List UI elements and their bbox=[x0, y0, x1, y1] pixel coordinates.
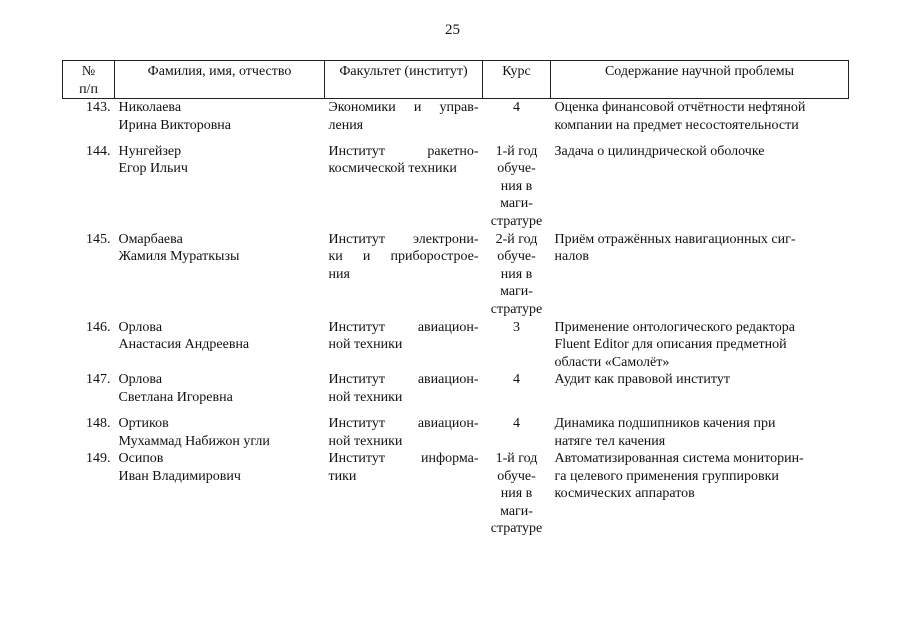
faculty-word: и bbox=[362, 249, 371, 264]
research-problem-line: Приём отражённых навигационных сиг- bbox=[554, 231, 796, 247]
faculty-word: ной техники bbox=[328, 337, 403, 352]
course-line: маги- bbox=[500, 284, 533, 299]
course-line: 4 bbox=[513, 416, 520, 431]
faculty-line bbox=[329, 415, 479, 433]
faculty-word: авиацион- bbox=[417, 416, 479, 431]
student-name-line: Нунгейзер bbox=[118, 143, 182, 159]
course-line: ния в bbox=[500, 266, 533, 282]
row-number: 143. bbox=[86, 100, 111, 115]
research-problem bbox=[551, 415, 849, 450]
table-header-row bbox=[63, 61, 849, 99]
faculty-word: тики bbox=[328, 468, 357, 484]
research-problem-line: налов bbox=[554, 249, 589, 264]
row-number: 149. bbox=[86, 451, 111, 466]
faculty-word: ния bbox=[328, 266, 350, 282]
student-name-line: Егор Ильич bbox=[118, 161, 188, 176]
student-name-line: Николаева bbox=[118, 100, 182, 115]
student-name bbox=[115, 415, 325, 450]
header-problem: Содержание научной проблемы bbox=[551, 61, 849, 99]
student-name bbox=[115, 99, 325, 143]
course-line: обуче- bbox=[497, 161, 536, 176]
research-problem-line: Применение онтологического редактора bbox=[554, 319, 795, 335]
student-name-line: Орлова bbox=[118, 319, 163, 335]
student-name-line: Ортиков bbox=[118, 416, 169, 431]
faculty-word: ной техники bbox=[328, 389, 403, 405]
header-num-line-2: п/п bbox=[79, 81, 98, 97]
faculty-line bbox=[329, 433, 479, 451]
faculty-line bbox=[329, 231, 479, 249]
course bbox=[483, 450, 551, 540]
faculty-word: и bbox=[413, 100, 422, 115]
row-number: 148. bbox=[86, 416, 111, 431]
header-name: Фамилия, имя, отчество bbox=[115, 61, 325, 99]
research-problem-line: Аудит как правовой институт bbox=[554, 372, 730, 387]
student-name bbox=[115, 450, 325, 540]
faculty bbox=[325, 143, 483, 231]
faculty-line bbox=[329, 336, 479, 354]
course-line: стратуре bbox=[490, 213, 543, 229]
faculty-word: Институт bbox=[328, 451, 385, 466]
student-name-line: Омарбаева bbox=[118, 231, 183, 247]
table-row bbox=[63, 450, 849, 540]
course-line: 2-й год bbox=[495, 231, 538, 247]
research-problem bbox=[551, 319, 849, 372]
course-line: 1-й год bbox=[495, 451, 538, 466]
student-name-line: Анастасия Андреевна bbox=[118, 337, 250, 352]
row-number: 146. bbox=[86, 319, 111, 335]
research-problem-line: компании на предмет несостоятельности bbox=[554, 117, 799, 133]
course-line: обуче- bbox=[497, 249, 536, 264]
course-line: обуче- bbox=[497, 468, 536, 484]
research-problem-line: натяге тел качения bbox=[554, 433, 666, 449]
course-line: 4 bbox=[513, 100, 520, 115]
course-line: стратуре bbox=[490, 301, 543, 317]
faculty-word: ракетно- bbox=[427, 143, 479, 159]
research-problem-line: Динамика подшипников качения при bbox=[554, 416, 776, 431]
course-line: 4 bbox=[513, 372, 520, 387]
faculty-word: ления bbox=[328, 117, 364, 133]
row-number: 144. bbox=[86, 143, 111, 159]
research-problem-line: га целевого применения группировки bbox=[554, 468, 779, 484]
student-name-line: Светлана Игоревна bbox=[118, 389, 233, 405]
student-name-line: Мухаммад Набижон угли bbox=[118, 433, 270, 449]
student-name bbox=[115, 371, 325, 415]
faculty-line bbox=[329, 99, 479, 117]
table-row bbox=[63, 319, 849, 372]
student-name-line: Ирина Викторовна bbox=[118, 117, 232, 133]
course bbox=[483, 319, 551, 372]
faculty-word: приборострое- bbox=[390, 249, 479, 264]
faculty-word: Институт bbox=[328, 416, 385, 431]
header-course: Курс bbox=[483, 61, 551, 99]
table-row bbox=[63, 371, 849, 415]
research-problem-line: Оценка финансовой отчётности нефтяной bbox=[554, 100, 806, 115]
faculty-line bbox=[329, 143, 479, 161]
page-number: 25 bbox=[445, 22, 460, 38]
faculty-word: авиацион- bbox=[417, 319, 479, 335]
course bbox=[483, 99, 551, 143]
research-problem bbox=[551, 231, 849, 319]
faculty-line bbox=[329, 468, 479, 486]
faculty bbox=[325, 231, 483, 319]
faculty bbox=[325, 319, 483, 372]
header-num bbox=[63, 61, 115, 99]
research-problem bbox=[551, 99, 849, 143]
header-num-line-1: № bbox=[81, 64, 96, 79]
faculty-word: Институт bbox=[328, 319, 385, 335]
faculty-word: космической техники bbox=[328, 161, 457, 176]
faculty-word: Экономики bbox=[328, 100, 396, 115]
table-row bbox=[63, 231, 849, 319]
faculty-line bbox=[329, 248, 479, 266]
course-line: стратуре bbox=[490, 521, 543, 536]
research-problem-line: космических аппаратов bbox=[554, 486, 695, 501]
faculty-line bbox=[329, 450, 479, 468]
course bbox=[483, 231, 551, 319]
research-problem-line: Автоматизированная система мониторин- bbox=[554, 451, 804, 466]
faculty-line bbox=[329, 319, 479, 337]
faculty-line bbox=[329, 160, 479, 178]
table-body bbox=[63, 99, 849, 541]
research-problem bbox=[551, 371, 849, 415]
faculty-word: электрони- bbox=[412, 231, 479, 247]
faculty-word: управ- bbox=[439, 100, 479, 115]
research-problem bbox=[551, 143, 849, 231]
faculty-word: ной техники bbox=[328, 433, 403, 449]
student-name bbox=[115, 319, 325, 372]
header-faculty: Факультет (институт) bbox=[325, 61, 483, 99]
faculty-word: авиацион- bbox=[417, 372, 479, 387]
course-line: маги- bbox=[500, 503, 533, 519]
student-name-line: Осипов bbox=[118, 451, 164, 466]
students-table bbox=[62, 60, 849, 540]
table-row bbox=[63, 143, 849, 231]
faculty-line bbox=[329, 371, 479, 389]
faculty-word: Институт bbox=[328, 231, 385, 247]
course-line: ния в bbox=[500, 486, 533, 501]
student-name-line: Орлова bbox=[118, 372, 163, 387]
course-line: 1-й год bbox=[495, 143, 538, 159]
faculty bbox=[325, 415, 483, 450]
research-problem-line: области «Самолёт» bbox=[554, 354, 670, 370]
student-name-line: Жамиля Мураткызы bbox=[118, 249, 240, 264]
faculty-line bbox=[329, 117, 479, 135]
faculty bbox=[325, 371, 483, 415]
faculty-word: ки bbox=[328, 249, 343, 264]
faculty-line bbox=[329, 266, 479, 284]
course bbox=[483, 143, 551, 231]
faculty-word: Институт bbox=[328, 372, 385, 387]
course-line: маги- bbox=[500, 196, 533, 211]
faculty-word: Институт bbox=[328, 143, 385, 159]
course-line: 3 bbox=[513, 319, 520, 335]
student-name bbox=[115, 143, 325, 231]
course bbox=[483, 415, 551, 450]
research-problem-line: Задача о цилиндрической оболочке bbox=[554, 143, 765, 159]
row-number: 147. bbox=[86, 372, 111, 387]
table-row bbox=[63, 99, 849, 143]
student-name bbox=[115, 231, 325, 319]
faculty-line bbox=[329, 389, 479, 407]
table-row bbox=[63, 415, 849, 450]
course bbox=[483, 371, 551, 415]
faculty bbox=[325, 99, 483, 143]
faculty bbox=[325, 450, 483, 540]
research-problem-line: Fluent Editor для описания предметной bbox=[554, 337, 787, 352]
faculty-word: информа- bbox=[421, 451, 479, 466]
research-problem bbox=[551, 450, 849, 540]
course-line: ния в bbox=[500, 178, 533, 194]
row-number: 145. bbox=[86, 231, 111, 247]
student-name-line: Иван Владимирович bbox=[118, 468, 241, 484]
